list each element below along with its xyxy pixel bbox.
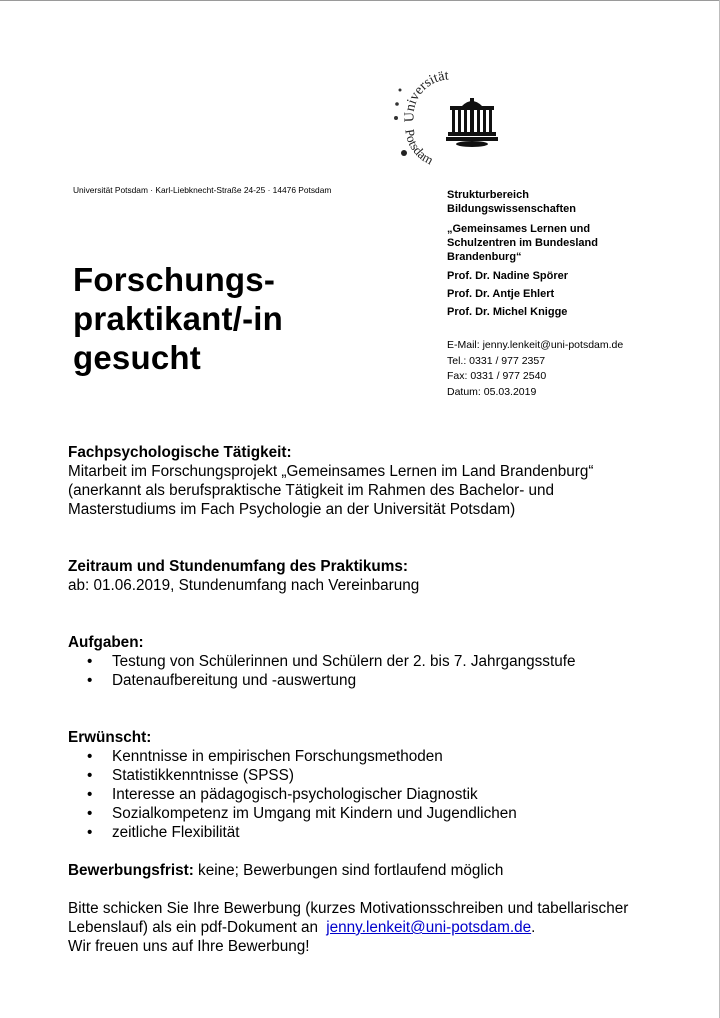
tasks-title: Aufgaben: bbox=[68, 634, 144, 651]
section-deadline bbox=[68, 861, 688, 880]
sender-address: Universität Potsdam · Karl-Liebknecht-Straße 24-25 · 14476 Potsdam bbox=[73, 185, 332, 195]
list-item: • Statistikkenntnisse (SPSS) bbox=[87, 767, 294, 784]
list-item: • Kenntnisse in empirischen Forschungsmethoden bbox=[87, 748, 443, 765]
closing-line-2: Lebenslauf) als ein pdf-Dokument an jenny.lenkeit@uni-potsdam.de. bbox=[68, 919, 536, 936]
university-logo bbox=[392, 70, 502, 180]
bullet-icon: • bbox=[87, 672, 93, 689]
section-desired bbox=[68, 728, 688, 842]
page-title bbox=[73, 260, 283, 377]
project-line-2: Schulzentren im Bundesland bbox=[447, 237, 598, 249]
list-item: • Testung von Schülerinnen und Schülern der 2. bis 7. Jahrgangsstufe bbox=[87, 653, 576, 670]
svg-text:Potsdam bbox=[402, 128, 436, 167]
bullet-icon: • bbox=[87, 805, 93, 822]
activity-line-2: (anerkannt als berufspraktische Tätigkeit im Rahmen des Bachelor- und bbox=[68, 482, 555, 499]
logo-word-bottom: Potsdam bbox=[402, 128, 437, 168]
contact-info bbox=[447, 338, 707, 400]
title-line-2: praktikant/-in bbox=[73, 300, 284, 337]
dept-line-1: Strukturbereich bbox=[447, 189, 529, 201]
desired-title: Erwünscht: bbox=[68, 729, 152, 746]
project-line-3: Brandenburg“ bbox=[447, 251, 522, 263]
closing-line-1: Bitte schicken Sie Ihre Bewerbung (kurzes Motivationsschreiben und tabellarischer bbox=[68, 900, 629, 917]
deadline-text: keine; Bewerbungen sind fortlaufend möglich bbox=[193, 862, 504, 879]
title-line-3: gesucht bbox=[73, 339, 201, 376]
contact-tel: Tel.: 0331 / 977 2357 bbox=[447, 354, 546, 367]
professor-2: Prof. Dr. Antje Ehlert bbox=[447, 288, 555, 300]
professor-3: Prof. Dr. Michel Knigge bbox=[447, 306, 568, 318]
tasks-list bbox=[68, 652, 688, 690]
document-date: Datum: 05.03.2019 bbox=[447, 385, 537, 398]
contact-fax: Fax: 0331 / 977 2540 bbox=[447, 370, 547, 382]
list-item: • zeitliche Flexibilität bbox=[87, 824, 240, 841]
svg-text:Universität bbox=[402, 70, 449, 122]
activity-title: Fachpsychologische Tätigkeit: bbox=[68, 444, 292, 461]
application-email-link[interactable]: jenny.lenkeit@uni-potsdam.de bbox=[326, 919, 532, 936]
period-title: Zeitraum und Stundenumfang des Praktikums: bbox=[68, 558, 408, 575]
bullet-icon: • bbox=[87, 786, 93, 803]
bullet-icon: • bbox=[87, 824, 93, 841]
contact-email: E-Mail: jenny.lenkeit@uni-potsdam.de bbox=[447, 339, 624, 351]
list-item: • Interesse an pädagogisch-psychologischer Diagnostik bbox=[87, 786, 478, 803]
section-tasks bbox=[68, 633, 688, 690]
bullet-icon: • bbox=[87, 767, 93, 784]
section-activity bbox=[68, 443, 688, 519]
period-text: ab: 01.06.2019, Stundenumfang nach Vereinbarung bbox=[68, 577, 420, 594]
dept-line-2: Bildungswissenschaften bbox=[447, 203, 576, 215]
bullet-icon: • bbox=[87, 653, 93, 670]
bullet-icon: • bbox=[87, 748, 93, 765]
list-item: • Sozialkompetenz im Umgang mit Kindern und Jugendlichen bbox=[87, 805, 517, 822]
page-top-border bbox=[0, 0, 720, 1]
activity-line-3: Masterstudiums im Fach Psychologie an der Universität Potsdam) bbox=[68, 501, 516, 518]
project-line-1: „Gemeinsames Lernen und bbox=[447, 223, 591, 235]
closing-line-3: Wir freuen uns auf Ihre Bewerbung! bbox=[68, 938, 310, 955]
section-closing bbox=[68, 899, 688, 956]
job-description bbox=[68, 443, 688, 956]
contact-column bbox=[447, 188, 707, 400]
university-seal-icon bbox=[392, 70, 502, 180]
section-period bbox=[68, 557, 688, 595]
list-item: • Datenaufbereitung und -auswertung bbox=[87, 672, 357, 689]
logo-word-top: Universität bbox=[402, 70, 450, 123]
activity-line-1: Mitarbeit im Forschungsprojekt „Gemeinsames Lernen im Land Brandenburg“ bbox=[68, 463, 594, 480]
desired-list bbox=[68, 747, 688, 842]
professor-1: Prof. Dr. Nadine Spörer bbox=[447, 270, 569, 282]
professor-list bbox=[447, 267, 707, 321]
deadline-title: Bewerbungsfrist: bbox=[68, 862, 194, 879]
title-line-1: Forschungs- bbox=[73, 261, 276, 298]
